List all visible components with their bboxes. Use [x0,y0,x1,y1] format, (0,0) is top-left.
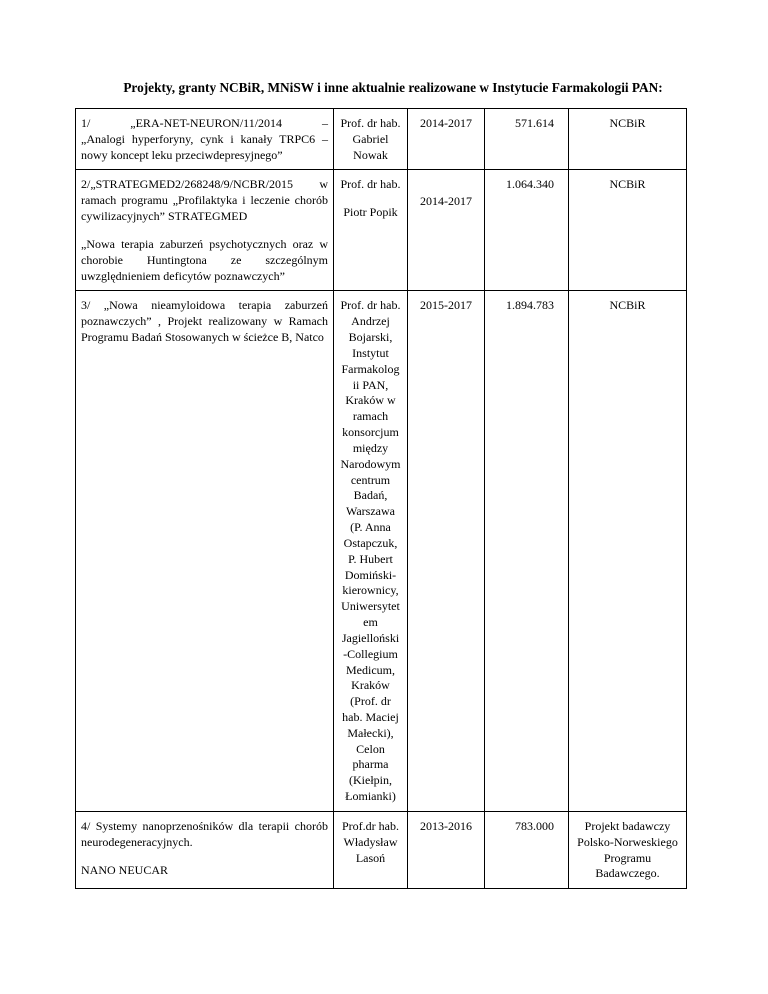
project-period-value: 2014-2017 [420,194,472,209]
project-description [76,811,334,888]
table-row [76,811,687,888]
project-leader-name: Piotr Popik [343,205,398,220]
project-leader: Prof.dr hab. Władysław Lasoń [334,811,408,888]
table-row [76,170,687,291]
project-leader: Prof. dr hab. Gabriel Nowak [334,109,408,170]
project-description-text: „Nowa terapia zaburzeń psychotycznych oraz w chorobie Huntingtona ze szczególnym uwzględnieniem deficytów poznawczych” [81,236,328,283]
project-amount: 1.064.340 [485,170,569,291]
project-description-text: 4/ Systemy nanoprzenośników dla terapii chorób neurodegeneracyjnych. [81,818,328,849]
table-row [76,109,687,170]
project-leader [334,170,408,291]
project-description [76,109,334,170]
project-institution: NCBiR [569,109,687,170]
project-amount: 571.614 [485,109,569,170]
project-institution: NCBiR [569,170,687,291]
project-amount: 783.000 [485,811,569,888]
project-leader: Prof. dr hab. Andrzej Bojarski, Instytut Farmakolog ii PAN, Kraków w ramach konsorcjum między Narodowym centrum Badań, Warszawa (P. Anna Ostapczuk, P. Hubert Domiński-kierownicy, Uniwersytet em Jagielloński -Collegium Medicum, Kraków (Prof. dr hab. Maciej Małecki), Celon pharma (Kiełpin, Łomianki) [334,291,408,812]
project-description-line: 1/ „ERA-NET-NEURON/11/2014 – [81,116,328,130]
table-row [76,291,687,812]
project-leader-title: Prof. dr hab. [340,177,401,192]
projects-table [75,108,687,889]
page-title: Projekty, granty NCBiR, MNiSW i inne aktualnie realizowane w Instytucie Farmakologii PAN: [123,80,663,95]
project-institution: NCBiR [569,291,687,812]
project-period: 2014-2017 [408,109,485,170]
project-description-text: 2/„STRATEGMED2/268248/9/NCBR/2015 w ramach programu „Profilaktyka i leczenie chorób cywilizacyjnych” STRATEGMED [81,177,328,224]
project-amount: 1.894.783 [485,291,569,812]
project-description [76,170,334,291]
project-description-text: NANO NEUCAR [81,862,168,877]
project-period [408,170,485,291]
project-description-text: „Analogi hyperforyny, cynk i kanały TRPC6 – nowy koncept leku przeciwdepresyjnego” [81,131,328,162]
project-period: 2015-2017 [408,291,485,812]
project-description: 3/ „Nowa nieamyloidowa terapia zaburzeń poznawczych” , Projekt realizowany w Ramach Programu Badań Stosowanych w ścieżce B, Natco [76,291,334,812]
project-period: 2013-2016 [408,811,485,888]
project-institution: Projekt badawczy Polsko-Norweskiego Programu Badawczego. [569,811,687,888]
